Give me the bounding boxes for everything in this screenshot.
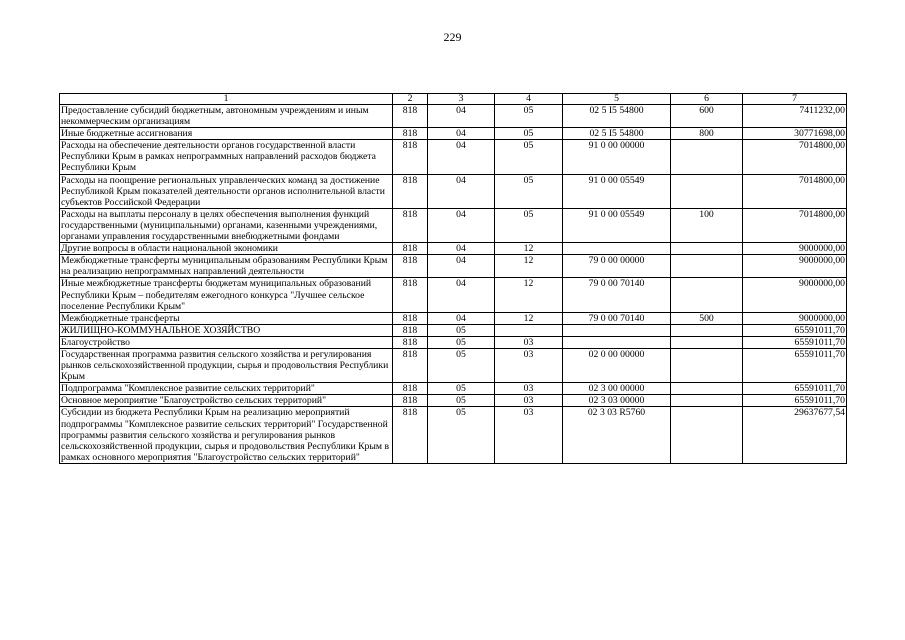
table-row <box>60 243 847 255</box>
target-article-cell <box>563 243 671 255</box>
subsection-code-cell: 03 <box>495 336 563 348</box>
expense-type-cell <box>671 140 743 174</box>
section-code-cell: 05 <box>428 383 495 395</box>
amount-cell: 7014800,00 <box>743 174 847 208</box>
target-article-cell: 02 3 00 00000 <box>563 383 671 395</box>
table-row <box>60 312 847 324</box>
expense-type-cell <box>671 383 743 395</box>
target-article-cell: 79 0 00 70140 <box>563 278 671 312</box>
ministry-code-cell: 818 <box>393 336 428 348</box>
subsection-code-cell: 12 <box>495 243 563 255</box>
expense-type-cell <box>671 174 743 208</box>
amount-cell: 7014800,00 <box>743 208 847 242</box>
item-name-cell: Основное мероприятие "Благоустройство сельских территорий" <box>60 395 393 407</box>
table-body <box>60 105 847 464</box>
section-code-cell: 04 <box>428 174 495 208</box>
item-name-cell: Подпрограмма "Комплексное развитие сельских территорий" <box>60 383 393 395</box>
item-name-cell: Расходы на выплаты персоналу в целях обеспечения выполнения функций государственными (муниципальными) органами, казенными учреждениями, органами управления государственными внебюджетными фондами <box>60 208 393 242</box>
subsection-code-cell: 05 <box>495 174 563 208</box>
column-header: 2 <box>393 94 428 105</box>
target-article-cell: 02 3 03 R5760 <box>563 407 671 463</box>
section-code-cell: 04 <box>428 105 495 128</box>
target-article-cell: 02 3 03 00000 <box>563 395 671 407</box>
ministry-code-cell: 818 <box>393 278 428 312</box>
ministry-code-cell: 818 <box>393 208 428 242</box>
target-article-cell <box>563 324 671 336</box>
target-article-cell: 79 0 00 00000 <box>563 255 671 278</box>
table-row <box>60 407 847 463</box>
ministry-code-cell: 818 <box>393 174 428 208</box>
table-row <box>60 336 847 348</box>
item-name-cell: Государственная программа развития сельского хозяйства и регулирования рынков сельскохозяйственной продукции, сырья и продовольствия Республики Крым <box>60 348 393 382</box>
amount-cell: 7014800,00 <box>743 140 847 174</box>
section-code-cell: 05 <box>428 395 495 407</box>
subsection-code-cell: 03 <box>495 407 563 463</box>
target-article-cell: 91 0 00 05549 <box>563 208 671 242</box>
amount-cell: 65591011,70 <box>743 348 847 382</box>
ministry-code-cell: 818 <box>393 383 428 395</box>
table-row <box>60 174 847 208</box>
header-row <box>60 94 847 105</box>
column-header: 4 <box>495 94 563 105</box>
target-article-cell <box>563 336 671 348</box>
item-name-cell: Другие вопросы в области национальной экономики <box>60 243 393 255</box>
page-number: 229 <box>443 30 462 44</box>
subsection-code-cell: 05 <box>495 140 563 174</box>
section-code-cell: 04 <box>428 255 495 278</box>
section-code-cell: 04 <box>428 243 495 255</box>
table-row <box>60 348 847 382</box>
table-row <box>60 140 847 174</box>
column-header: 1 <box>60 94 393 105</box>
section-code-cell: 05 <box>428 407 495 463</box>
section-code-cell: 04 <box>428 278 495 312</box>
item-name-cell: Иные бюджетные ассигнования <box>60 128 393 140</box>
amount-cell: 9000000,00 <box>743 278 847 312</box>
ministry-code-cell: 818 <box>393 243 428 255</box>
column-header: 6 <box>671 94 743 105</box>
subsection-code-cell: 05 <box>495 128 563 140</box>
section-code-cell: 04 <box>428 140 495 174</box>
expense-type-cell <box>671 278 743 312</box>
subsection-code-cell: 12 <box>495 278 563 312</box>
amount-cell: 9000000,00 <box>743 255 847 278</box>
target-article-cell: 91 0 00 00000 <box>563 140 671 174</box>
ministry-code-cell: 818 <box>393 395 428 407</box>
amount-cell: 65591011,70 <box>743 383 847 395</box>
section-code-cell: 04 <box>428 208 495 242</box>
expense-type-cell <box>671 243 743 255</box>
amount-cell: 30771698,00 <box>743 128 847 140</box>
target-article-cell: 91 0 00 05549 <box>563 174 671 208</box>
amount-cell: 65591011,70 <box>743 336 847 348</box>
target-article-cell: 79 0 00 70140 <box>563 312 671 324</box>
expense-type-cell <box>671 336 743 348</box>
section-code-cell: 05 <box>428 348 495 382</box>
table-row <box>60 208 847 242</box>
ministry-code-cell: 818 <box>393 407 428 463</box>
section-code-cell: 04 <box>428 128 495 140</box>
expense-type-cell <box>671 324 743 336</box>
item-name-cell: Иные межбюджетные трансферты бюджетам муниципальных образований Республики Крым – победителям ежегодного конкурса "Лучшее сельское поселение Республики Крым" <box>60 278 393 312</box>
amount-cell: 9000000,00 <box>743 312 847 324</box>
subsection-code-cell: 03 <box>495 348 563 382</box>
expense-type-cell <box>671 255 743 278</box>
target-article-cell: 02 5 I5 54800 <box>563 105 671 128</box>
subsection-code-cell: 12 <box>495 255 563 278</box>
target-article-cell: 02 5 I5 54800 <box>563 128 671 140</box>
expense-type-cell: 500 <box>671 312 743 324</box>
ministry-code-cell: 818 <box>393 312 428 324</box>
item-name-cell: ЖИЛИЩНО-КОММУНАЛЬНОЕ ХОЗЯЙСТВО <box>60 324 393 336</box>
subsection-code-cell: 03 <box>495 395 563 407</box>
ministry-code-cell: 818 <box>393 128 428 140</box>
ministry-code-cell: 818 <box>393 324 428 336</box>
ministry-code-cell: 818 <box>393 140 428 174</box>
section-code-cell: 05 <box>428 324 495 336</box>
amount-cell: 7411232,00 <box>743 105 847 128</box>
subsection-code-cell: 03 <box>495 383 563 395</box>
amount-cell: 29637677,54 <box>743 407 847 463</box>
table-row <box>60 278 847 312</box>
subsection-code-cell: 05 <box>495 208 563 242</box>
expense-type-cell <box>671 395 743 407</box>
subsection-code-cell <box>495 324 563 336</box>
table-row <box>60 105 847 128</box>
item-name-cell: Расходы на обеспечение деятельности органов государственной власти Республики Крым в рамках непрограммных направлений расходов бюджета Республики Крым <box>60 140 393 174</box>
amount-cell: 65591011,70 <box>743 395 847 407</box>
item-name-cell: Субсидии из бюджета Республики Крым на реализацию мероприятий подпрограммы "Комплексное развитие сельских территорий" Государственной программы развития сельского хозяйства и регулирования рынков сельскохозяйственной продукции, сырья и продовольствия Республики Крым в рамках основного мероприятия "Благоустройство сельских территорий" <box>60 407 393 463</box>
item-name-cell: Благоустройство <box>60 336 393 348</box>
table-row <box>60 128 847 140</box>
column-header: 7 <box>743 94 847 105</box>
section-code-cell: 05 <box>428 336 495 348</box>
ministry-code-cell: 818 <box>393 255 428 278</box>
expense-type-cell: 800 <box>671 128 743 140</box>
table-row <box>60 324 847 336</box>
subsection-code-cell: 05 <box>495 105 563 128</box>
subsection-code-cell: 12 <box>495 312 563 324</box>
item-name-cell: Межбюджетные трансферты <box>60 312 393 324</box>
expense-type-cell: 600 <box>671 105 743 128</box>
section-code-cell: 04 <box>428 312 495 324</box>
table-row <box>60 395 847 407</box>
expense-type-cell: 100 <box>671 208 743 242</box>
budget-table <box>59 93 847 464</box>
target-article-cell: 02 0 00 00000 <box>563 348 671 382</box>
item-name-cell: Предоставление субсидий бюджетным, автономным учреждениям и иным некоммерческим организациям <box>60 105 393 128</box>
expense-type-cell <box>671 407 743 463</box>
ministry-code-cell: 818 <box>393 105 428 128</box>
expense-type-cell <box>671 348 743 382</box>
amount-cell: 65591011,70 <box>743 324 847 336</box>
item-name-cell: Расходы на поощрение региональных управленческих команд за достижение Республикой Крым показателей деятельности органов исполнительной власти субъектов Российской Федерации <box>60 174 393 208</box>
table-row <box>60 255 847 278</box>
amount-cell: 9000000,00 <box>743 243 847 255</box>
item-name-cell: Межбюджетные трансферты муниципальным образованиям Республики Крым на реализацию непрограммных направлений деятельности <box>60 255 393 278</box>
column-header: 5 <box>563 94 671 105</box>
ministry-code-cell: 818 <box>393 348 428 382</box>
column-header: 3 <box>428 94 495 105</box>
table-row <box>60 383 847 395</box>
